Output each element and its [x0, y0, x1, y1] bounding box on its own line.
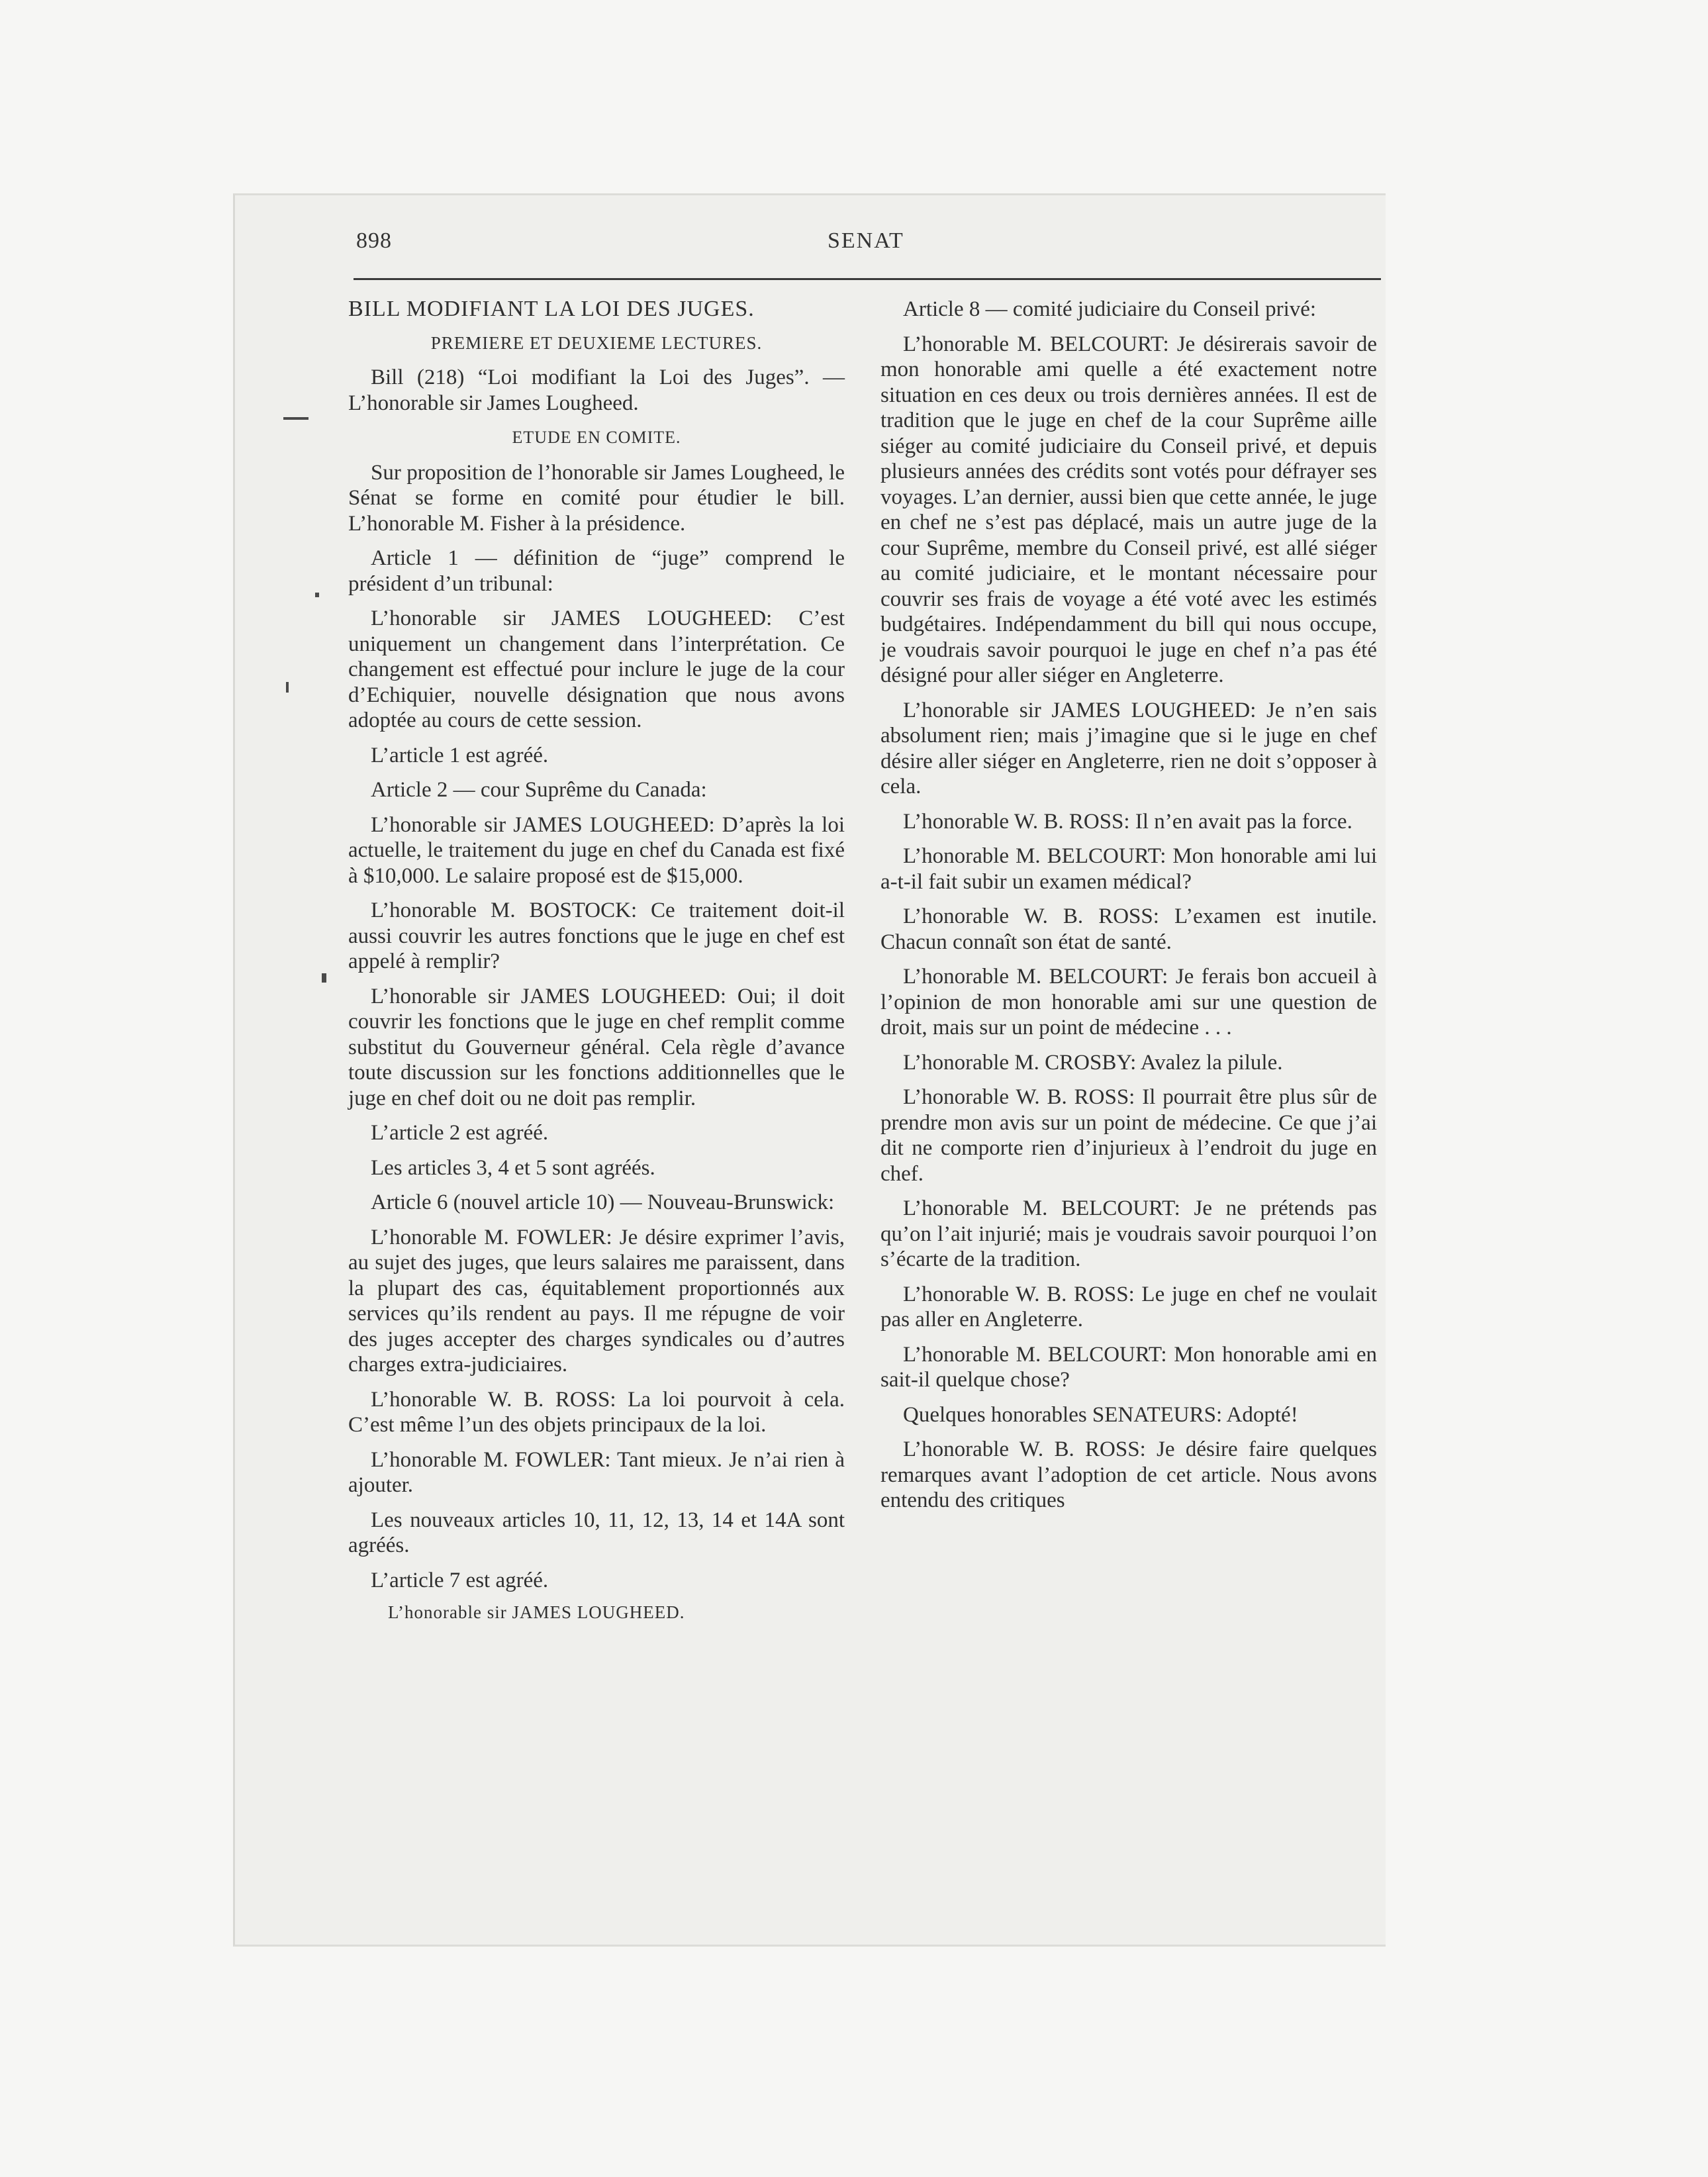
paragraph: L’honorable sir JAMES LOUGHEED: Je n’en sais absolument rien; mais j’imagine que si le juge en chef désire aller siéger en Angleterre, rien ne doit s’opposer à cela.	[880, 698, 1377, 798]
scan-mark-dot	[315, 593, 319, 597]
paragraph: L’honorable M. BELCOURT: Je désirerais savoir de mon honorable ami quelle a été exactement notre situation en ces deux ou trois dernières années. Il est de tradition que le juge en chef de la cour Suprême aille siéger au comité judiciaire du Conseil privé, et depuis plusieurs années des crédits sont votés pour défrayer ses voyages. L’an dernier, aussi bien que cette année, le juge en chef ne s’est pas déplacé, mais un autre juge de la cour Suprême, membre du Conseil privé, est allé siéger au comité judiciaire, et le montant nécessaire pour couvrir ses frais de voyage a été voté avec les estimés budgétaires. Indépendamment du bill qui nous occupe, je voudrais savoir pourquoi le juge en chef n’a pas été désigné pour aller siéger en Angleterre.	[880, 332, 1377, 687]
paragraph: Sur proposition de l’honorable sir James Lougheed, le Sénat se forme en comité pour étudier le bill. L’honorable M. Fisher à la présidence.	[348, 460, 845, 536]
paragraph: L’honorable M. FOWLER: Tant mieux. Je n’ai rien à ajouter.	[348, 1447, 845, 1497]
paragraph: L’honorable W. B. ROSS: Il n’en avait pas la force.	[903, 809, 1352, 834]
paragraph: L’honorable W. B. ROSS: La loi pourvoit à cela. C’est même l’un des objets principaux de la loi.	[348, 1387, 845, 1437]
paragraph: L’honorable sir JAMES LOUGHEED: D’après la loi actuelle, le traitement du juge en chef du Canada est fixé à $10,000. Le salaire proposé est de $15,000.	[348, 812, 845, 888]
paragraph: L’honorable W. B. ROSS: L’examen est inutile. Chacun connaît son état de santé.	[880, 904, 1377, 954]
paragraph: Article 8 — comité judiciaire du Conseil privé:	[903, 297, 1317, 321]
paragraph: Article 2 — cour Suprême du Canada:	[371, 778, 707, 802]
running-title: SENAT	[828, 228, 904, 253]
paragraph: L’article 2 est agréé.	[371, 1121, 549, 1145]
signature-line: L’honorable sir JAMES LOUGHEED.	[388, 1602, 685, 1622]
scan-mark-tick	[286, 682, 289, 693]
header-rule	[354, 278, 1381, 280]
paragraph: L’honorable M. BELCOURT: Je ne prétends pas qu’on l’ait injurié; mais je voudrais savoir pourquoi l’on s’écarte de la tradition.	[880, 1196, 1377, 1271]
paragraph: L’honorable sir JAMES LOUGHEED: C’est uniquement un changement dans l’interprétation. Ce changement est effectué pour inclure le juge de la cour d’Echiquier, nouvelle désignation que nous avons adoptée au cours de cette session.	[348, 606, 845, 732]
subheading: ETUDE EN COMITE.	[512, 428, 681, 447]
subheading: PREMIERE ET DEUXIEME LECTURES.	[430, 332, 763, 353]
paragraph: L’honorable M. BELCOURT: Je ferais bon accueil à l’opinion de mon honorable ami sur une question de droit, mais sur un point de médecine . . .	[880, 965, 1377, 1040]
paragraph: Les nouveaux articles 10, 11, 12, 13, 14 et 14A sont agréés.	[348, 1508, 845, 1557]
paragraph: L’honorable M. BELCOURT: Mon honorable ami en sait-il quelque chose?	[880, 1342, 1377, 1392]
paragraph: L’article 1 est agréé.	[371, 743, 549, 767]
paragraph: Les articles 3, 4 et 5 sont agréés.	[371, 1155, 655, 1180]
scan-mark-dash	[283, 417, 308, 420]
page-header	[356, 228, 1381, 260]
paragraph: L’honorable M. CROSBY: Avalez la pilule.	[903, 1050, 1283, 1075]
paragraph: Quelques honorables SENATEURS: Adopté!	[903, 1402, 1298, 1427]
paragraph: L’honorable M. BELCOURT: Mon honorable ami lui a-t-il fait subir un examen médical?	[880, 844, 1377, 894]
paragraph: L’article 7 est agréé.	[371, 1568, 549, 1592]
paragraph: Bill (218) “Loi modifiant la Loi des Juges”. — L’honorable sir James Lougheed.	[348, 365, 845, 415]
paragraph: L’honorable W. B. ROSS: Il pourrait être plus sûr de prendre mon avis sur un point de médecine. Ce que j’ai dit ne comporte rien d’injurieux à l’endroit du juge en chef.	[880, 1085, 1377, 1186]
scan-mark-bullet	[322, 973, 326, 983]
paragraph: Article 1 — définition de “juge” comprend le président d’un tribunal:	[348, 546, 845, 596]
paragraph: L’honorable M. FOWLER: Je désire exprimer l’avis, au sujet des juges, que leurs salaires me paraissent, dans la plupart des cas, équitablement proportionnés aux services qu’ils rendent au pays. Il me répugne de voir des juges accepter des charges syndicales ou d’autres charges extra-judiciaires.	[348, 1225, 845, 1377]
paragraph: L’honorable sir JAMES LOUGHEED: Oui; il doit couvrir les fonctions que le juge en chef remplit comme substitut du Gouverneur général. Cela règle d’avance toute discussion sur les fonctions additionnelles que le juge en chef doit ou ne doit pas remplir.	[348, 984, 845, 1110]
paragraph: L’honorable M. BOSTOCK: Ce traitement doit-il aussi couvrir les autres fonctions que le juge en chef est appelé à remplir?	[348, 898, 845, 973]
paragraph: L’honorable W. B. ROSS: Le juge en chef ne voulait pas aller en Angleterre.	[880, 1282, 1377, 1331]
page-number: 898	[356, 228, 392, 253]
left-column	[348, 297, 845, 1912]
section-heading: BILL MODIFIANT LA LOI DES JUGES.	[348, 297, 755, 321]
paragraph: L’honorable W. B. ROSS: Je désire faire quelques remarques avant l’adoption de cet article. Nous avons entendu des critiques	[880, 1437, 1377, 1512]
right-column	[880, 297, 1377, 1912]
paragraph: Article 6 (nouvel article 10) — Nouveau-Brunswick:	[371, 1190, 835, 1214]
